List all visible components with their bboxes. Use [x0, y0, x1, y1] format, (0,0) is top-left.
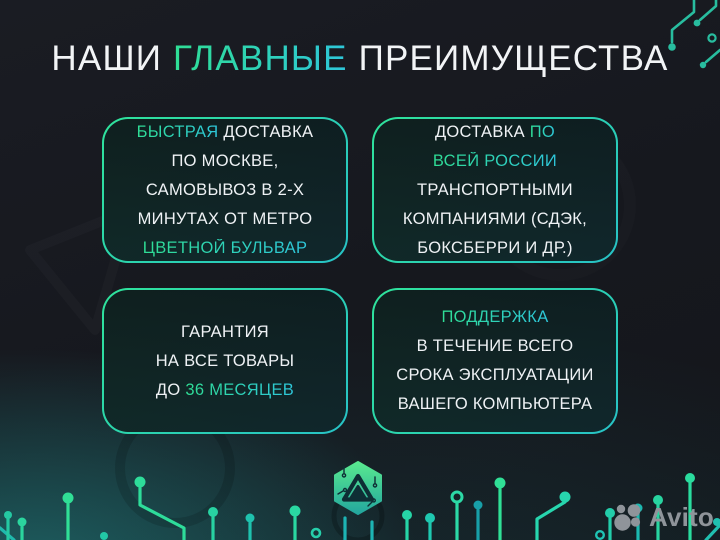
avito-watermark-text: Avito	[648, 502, 714, 532]
page-title	[0, 39, 720, 79]
advantage-card-text	[374, 119, 616, 261]
advantage-card-warranty	[102, 288, 348, 434]
circuit-decoration-top-right-icon	[620, 0, 720, 70]
card-text-line: ТРАНСПОРТНЫМИ	[417, 180, 573, 199]
advantage-cards	[102, 117, 618, 434]
card-text-line: ДО 36 МЕСЯЦЕВ	[155, 380, 295, 399]
card-text-line: ЦВЕТНОЙ БУЛЬВАР	[142, 238, 308, 257]
advantage-card-delivery-russia	[372, 117, 618, 263]
advantage-card-text	[104, 119, 346, 261]
card-text-line: СРОКА ЭКСПЛУАТАЦИИ	[396, 366, 594, 384]
card-text-line: САМОВЫВОЗ В 2-Х	[145, 180, 305, 199]
card-text-line: МИНУТАХ ОТ МЕТРО	[137, 209, 313, 228]
card-text-line: ГАРАНТИЯ	[181, 322, 269, 341]
advantage-card-fast-delivery-moscow	[102, 117, 348, 263]
card-text-line: ВАШЕГО КОМПЬЮТЕРА	[397, 395, 593, 413]
title-text-left: НАШИ	[51, 39, 174, 78]
avito-logo-icon	[613, 501, 645, 533]
card-text-line: БОКСБЕРРИ И ДР.)	[417, 238, 573, 257]
advantage-card-support	[372, 288, 618, 434]
advantage-card-text	[104, 290, 346, 432]
card-text-line: ВСЕЙ РОССИИ	[432, 151, 558, 170]
card-text-line: В ТЕЧЕНИЕ ВСЕГО	[416, 337, 574, 355]
card-text-line: КОМПАНИЯМИ (СДЭК,	[402, 209, 588, 228]
card-text-line: НА ВСЕ ТОВАРЫ	[155, 351, 295, 370]
advantage-card-text	[374, 290, 616, 432]
card-text-line: БЫСТРАЯ ДОСТАВКА	[136, 122, 314, 141]
card-text-line: ПО МОСКВЕ,	[171, 151, 279, 170]
card-text-line: ПОДДЕРЖКА	[441, 308, 549, 326]
avito-watermark	[613, 501, 714, 533]
title-text-right: ПРЕИМУЩЕСТВА	[347, 39, 669, 78]
title-text-highlight: ГЛАВНЫЕ	[173, 39, 348, 78]
card-text-line: ДОСТАВКА ПО	[434, 122, 556, 141]
